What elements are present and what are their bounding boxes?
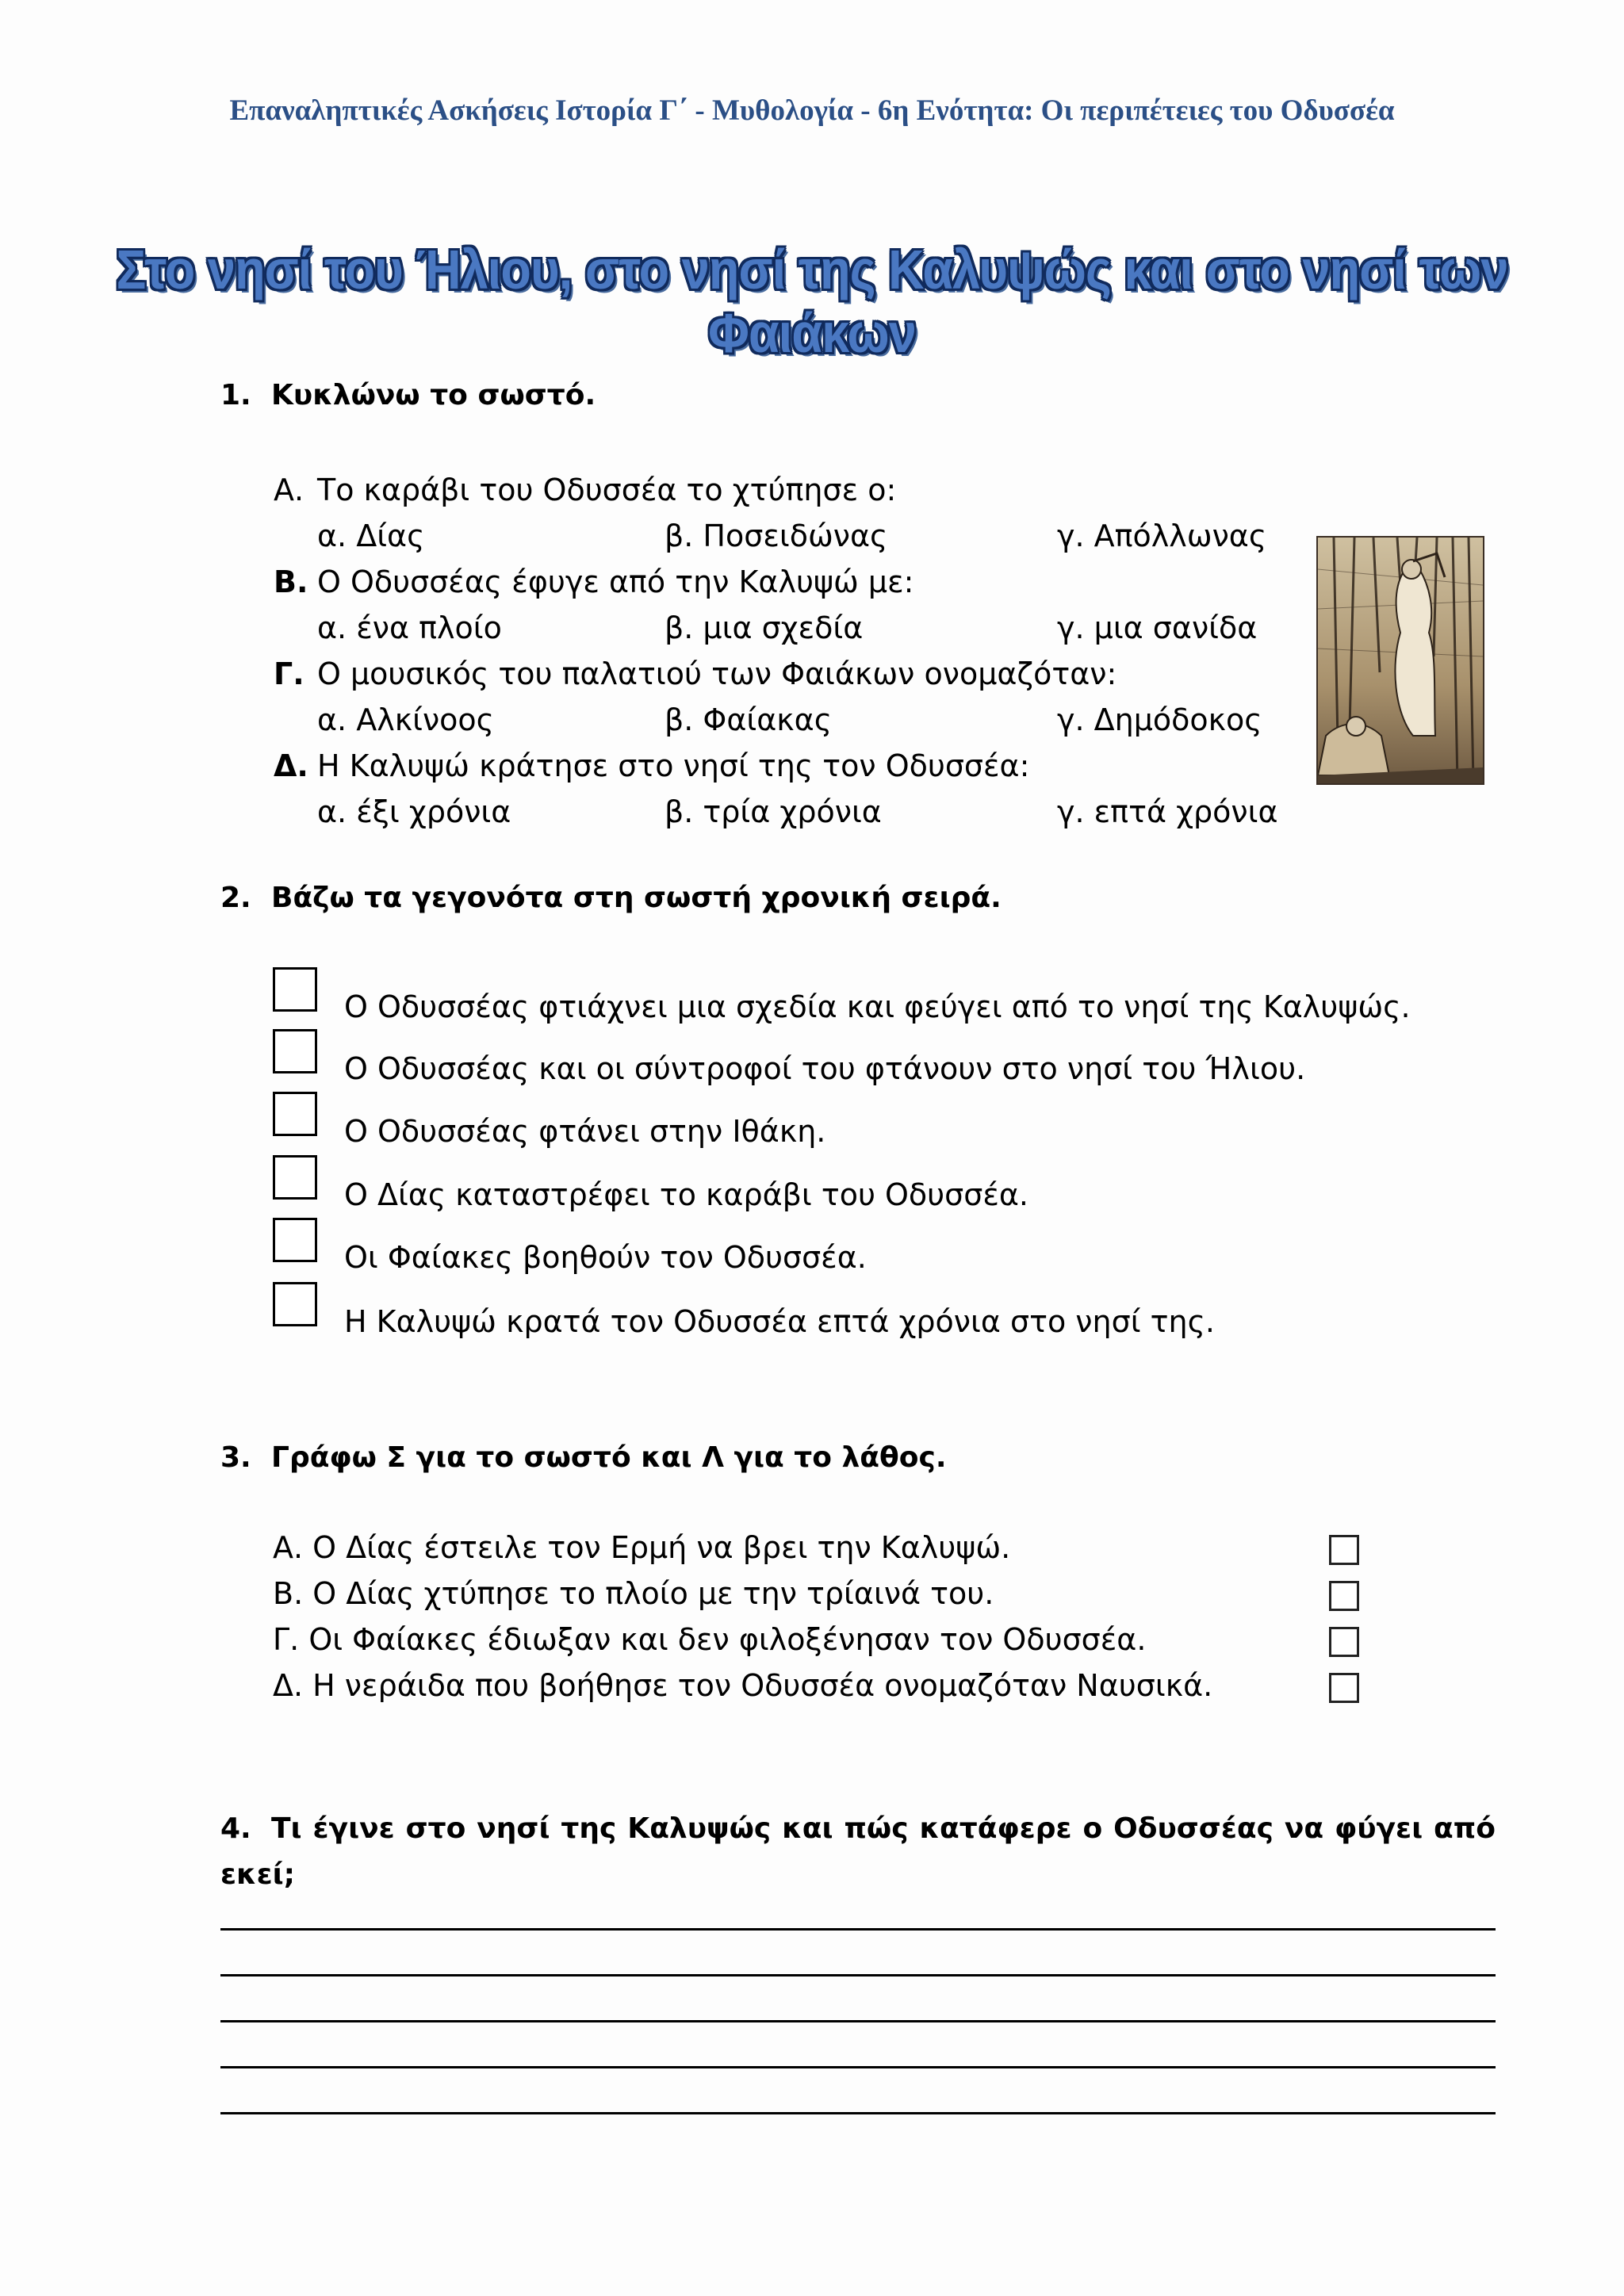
q1-option-b[interactable]: β. τρία χρόνια [665, 794, 882, 829]
q1-option-c[interactable]: γ. μια σανίδα [1057, 610, 1258, 645]
q1-item-letter: Α. [274, 473, 304, 507]
q1-option-b[interactable]: β. Ποσειδώνας [665, 519, 888, 553]
q4-text: Τι έγινε στο νησί της Καλυψώς και πώς κατάφερε ο Οδυσσέας να φύγει από εκεί; [220, 1812, 1496, 1891]
event-text: Οι Φαίακες βοηθούν τον Οδυσσέα. [344, 1240, 867, 1275]
q4-number: 4. [220, 1812, 251, 1845]
q1-heading: Κυκλώνω το σωστό. [271, 379, 596, 411]
q1-item-question: Η Καλυψώ κράτησε στο νησί της τον Οδυσσέα: [317, 748, 1030, 783]
event-text: Ο Οδυσσέας φτιάχνει μια σχεδία και φεύγει από το νησί της Καλυψώς. [344, 989, 1411, 1024]
q1-option-a[interactable]: α. ένα πλοίο [317, 610, 502, 645]
answer-line[interactable] [220, 2066, 1496, 2068]
q1-number: 1. [220, 379, 251, 411]
true-false-statement: Γ. Οι Φαίακες έδιωξαν και δεν φιλοξένησαν τον Οδυσσέα. [273, 1622, 1147, 1657]
worksheet-title: Στο νησί του Ήλιου, στο νησί της Καλυψώς και στο νησί των Φαιάκων [116, 239, 1508, 364]
answer-line[interactable] [220, 2020, 1496, 2022]
true-false-statement: Δ. Η νεράιδα που βοήθησε τον Οδυσσέα ονομαζόταν Ναυσικά. [273, 1668, 1213, 1703]
q3-heading: Γράφω Σ για το σωστό και Λ για το λάθος. [271, 1441, 947, 1474]
true-false-box[interactable] [1329, 1581, 1359, 1611]
q1-item-question: Ο Οδυσσέας έφυγε από την Καλυψώ με: [317, 564, 914, 599]
q1-item-question: Ο μουσικός του παλατιού των Φαιάκων ονομαζόταν: [317, 656, 1117, 691]
illustration-calypso-odysseus [1316, 536, 1484, 785]
event-text: Ο Οδυσσέας φτάνει στην Ιθάκη. [344, 1114, 826, 1149]
true-false-box[interactable] [1329, 1535, 1359, 1565]
order-box[interactable] [273, 967, 317, 1012]
answer-line[interactable] [220, 2112, 1496, 2114]
q2-heading: Βάζω τα γεγονότα στη σωστή χρονική σειρά. [271, 882, 1002, 914]
answer-line[interactable] [220, 1928, 1496, 1931]
q3-number: 3. [220, 1441, 251, 1474]
q1-item-question: Το καράβι του Οδυσσέα το χτύπησε ο: [317, 473, 897, 507]
page-header: Επαναληπτικές Ασκήσεις Ιστορία Γ΄ - Μυθολογία - 6η Ενότητα: Οι περιπέτειες του Οδυσσέα [229, 94, 1395, 127]
q4-question [220, 1806, 1496, 1898]
q1-option-c[interactable]: γ. Δημόδοκος [1057, 702, 1262, 737]
order-box[interactable] [273, 1092, 317, 1136]
true-false-statement: Α. Ο Δίας έστειλε τον Ερμή να βρει την Καλυψώ. [273, 1530, 1011, 1565]
q1-item-letter: Γ. [274, 656, 304, 691]
order-box[interactable] [273, 1282, 317, 1326]
q1-option-a[interactable]: α. Δίας [317, 519, 425, 553]
event-text: Ο Οδυσσέας και οι σύντροφοί του φτάνουν στο νησί του Ήλιου. [344, 1051, 1306, 1086]
q1-option-c[interactable]: γ. Απόλλωνας [1057, 519, 1267, 553]
answer-line[interactable] [220, 1974, 1496, 1976]
engraving-image [1318, 538, 1483, 783]
order-box[interactable] [273, 1029, 317, 1073]
q1-option-a[interactable]: α. Αλκίνοος [317, 702, 494, 737]
q1-option-b[interactable]: β. μια σχεδία [665, 610, 864, 645]
q1-option-a[interactable]: α. έξι χρόνια [317, 794, 511, 829]
true-false-box[interactable] [1329, 1673, 1359, 1703]
order-box[interactable] [273, 1155, 317, 1200]
event-text: Ο Δίας καταστρέφει το καράβι του Οδυσσέα. [344, 1177, 1028, 1212]
true-false-box[interactable] [1329, 1627, 1359, 1657]
q1-option-c[interactable]: γ. επτά χρόνια [1057, 794, 1278, 829]
q1-item-letter: Β. [274, 564, 308, 599]
q1-option-b[interactable]: β. Φαίακας [665, 702, 833, 737]
q1-item-letter: Δ. [274, 748, 308, 783]
order-box[interactable] [273, 1218, 317, 1262]
true-false-statement: Β. Ο Δίας χτύπησε το πλοίο με την τρίαινά του. [273, 1576, 994, 1611]
q2-number: 2. [220, 882, 251, 914]
event-text: Η Καλυψώ κρατά τον Οδυσσέα επτά χρόνια στο νησί της. [344, 1304, 1215, 1339]
